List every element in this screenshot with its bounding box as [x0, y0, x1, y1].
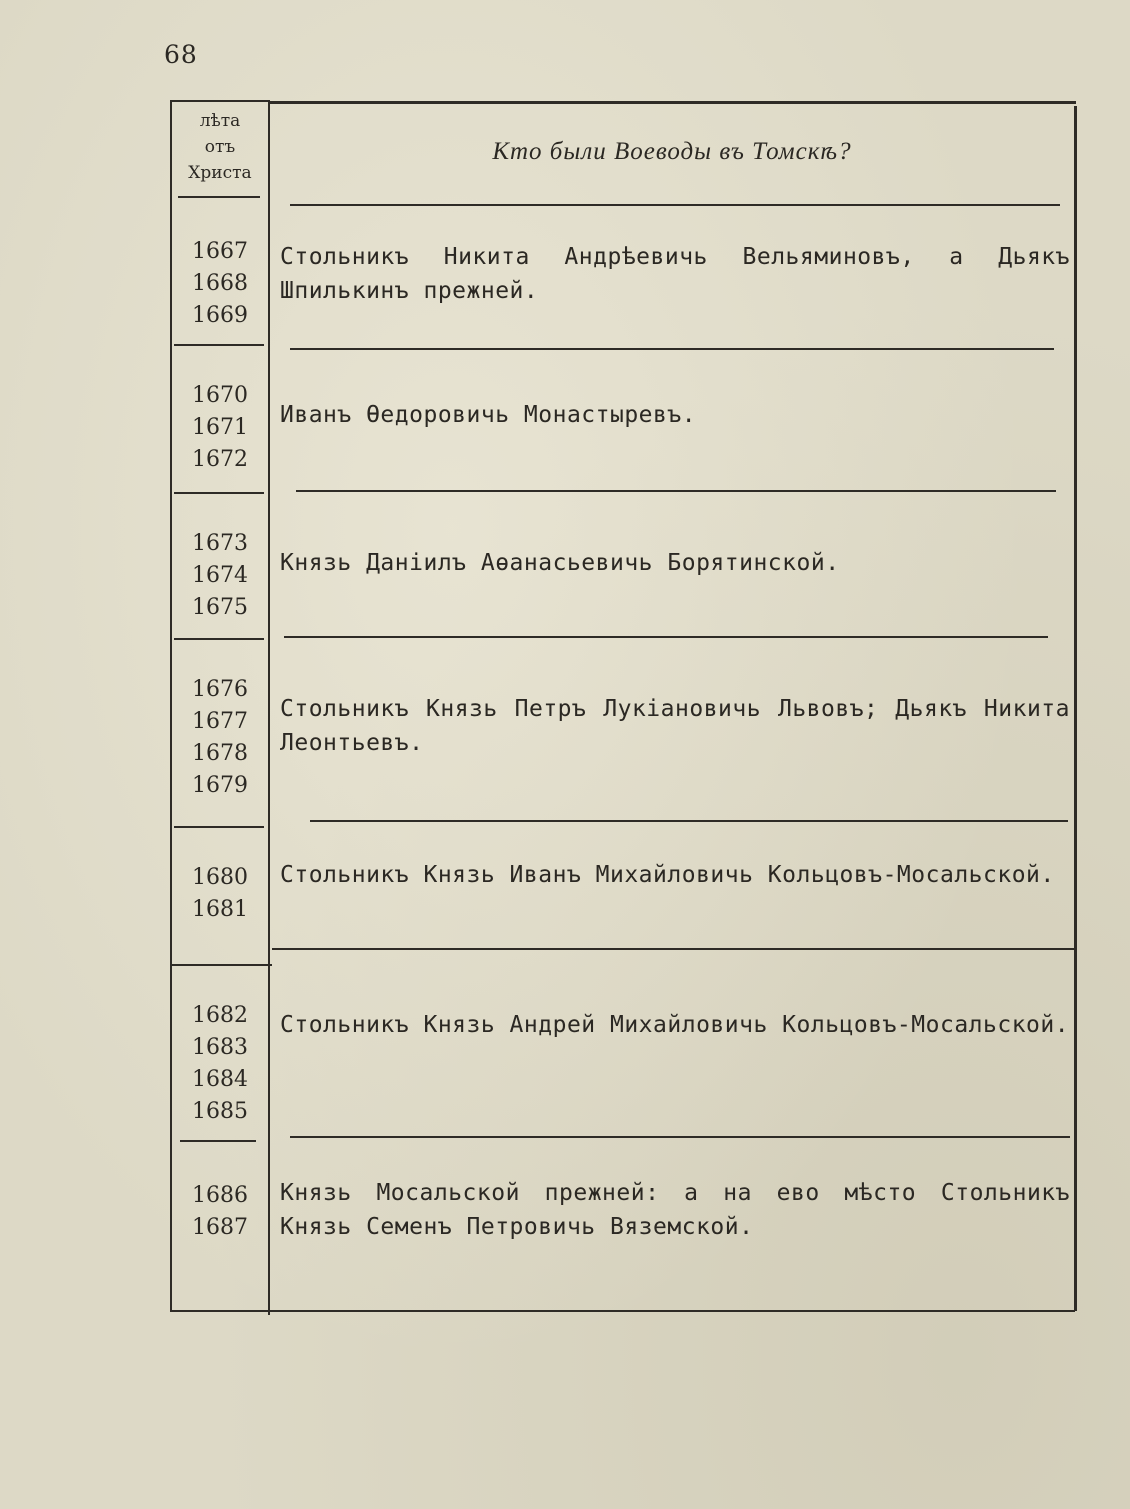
year: 1682 [192, 1003, 248, 1028]
years-header-line: отъ [204, 137, 236, 157]
entry-rule [284, 636, 1048, 638]
row-years [172, 1000, 268, 1128]
year: 1686 [192, 1183, 248, 1208]
year: 1675 [192, 595, 248, 620]
year: 1668 [192, 271, 248, 296]
voivode-entry: Стольникъ Князь Иванъ Михайловичь Кольцовъ-Мосальской. [280, 862, 1055, 888]
year: 1669 [192, 303, 248, 328]
page-number: 68 [164, 40, 198, 69]
year: 1679 [192, 773, 248, 798]
year: 1677 [192, 709, 248, 734]
year: 1676 [192, 677, 248, 702]
row-years [172, 674, 268, 802]
year: 1671 [192, 415, 248, 440]
header-title-rule [290, 204, 1060, 206]
year: 1683 [192, 1035, 248, 1060]
entry-rule [290, 348, 1054, 350]
row-years [172, 236, 268, 332]
year: 1684 [192, 1067, 248, 1092]
row-years [172, 528, 268, 624]
table-bottom-rule [170, 1310, 1075, 1312]
row-years [172, 862, 268, 926]
table-column-divider [268, 100, 270, 1315]
entry-rule [290, 1136, 1070, 1138]
voivode-entry: Князь Даніилъ Аѳанасьевичь Борятинской. [280, 550, 840, 576]
year: 1673 [192, 531, 248, 556]
year: 1667 [192, 239, 248, 264]
year-rule [174, 826, 264, 828]
voivode-entry: Стольникъ Никита Андрѣевичь Вельяминовъ, а Дьякъ Шпилькинъ прежней. [280, 244, 1070, 304]
year: 1687 [192, 1215, 248, 1240]
year-rule [174, 492, 264, 494]
table-title: Кто были Воеводы въ Томскѣ? [492, 138, 852, 165]
year-rule [174, 638, 264, 640]
entry-rule [296, 490, 1056, 492]
voivode-entry: Иванъ Ѳедоровичь Монастыревъ. [280, 402, 697, 428]
header-years-rule [178, 196, 260, 198]
table-top-left-rule [170, 100, 268, 102]
year: 1678 [192, 741, 248, 766]
year: 1681 [192, 897, 248, 922]
voivode-entry: Князь Мосальской прежней: а на ево мѣсто Стольникъ Князь Семенъ Петровичь Вяземской. [280, 1180, 1070, 1240]
years-column-header [172, 108, 268, 186]
year-rule [174, 344, 264, 346]
year-rule [172, 964, 272, 966]
years-header-line: Христа [188, 163, 252, 183]
entry-rule [310, 820, 1068, 822]
year: 1672 [192, 447, 248, 472]
row-years [172, 1180, 268, 1244]
entry-rule [272, 948, 1074, 950]
table-top-right-rule [268, 101, 1076, 104]
year-rule [180, 1140, 256, 1142]
year: 1674 [192, 563, 248, 588]
year: 1680 [192, 865, 248, 890]
years-header-line: лѣта [199, 111, 241, 131]
table-right-border [1074, 106, 1077, 1311]
year: 1670 [192, 383, 248, 408]
voivode-entry: Стольникъ Князь Петръ Лукіановичь Львовъ; Дьякъ Никита Леонтьевъ. [280, 696, 1070, 756]
voivode-entry: Стольникъ Князь Андрей Михайловичь Кольцовъ-Мосальской. [280, 1012, 1070, 1038]
row-years [172, 380, 268, 476]
year: 1685 [192, 1099, 248, 1124]
